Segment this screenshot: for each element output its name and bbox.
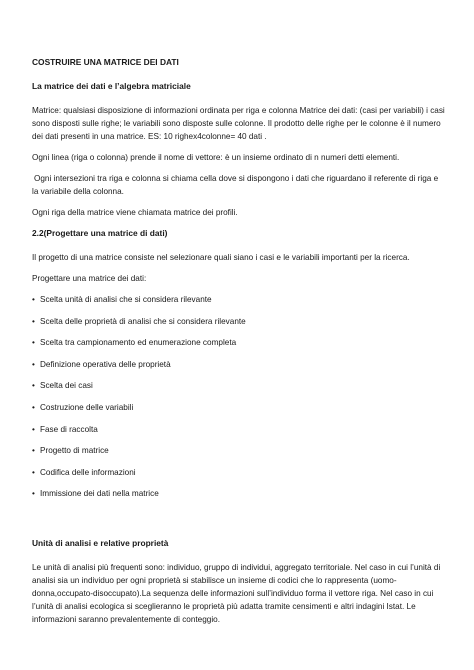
- bullet-icon: •: [32, 467, 35, 477]
- list-item-text: Scelta delle proprietà di analisi che si considera rilevante: [40, 316, 246, 326]
- list-item-text: Definizione operativa delle proprietà: [40, 359, 171, 369]
- paragraph-matrice-profili: Ogni riga della matrice viene chiamata matrice dei profili.: [32, 208, 238, 217]
- bullet-icon: •: [32, 359, 35, 369]
- list-item: [32, 336, 446, 349]
- list-item-text: Fase di raccolta: [40, 424, 98, 434]
- bullet-icon: •: [32, 316, 35, 326]
- paragraph-cella: Ogni intersezioni tra riga e colonna si chiama cella dove si dispongono i dati che riguardano il referente di riga e la variabile della colonna.: [32, 174, 439, 196]
- paragraph-progetto-intro: Il progetto di una matrice consiste nel selezionare quali siano i casi e le variabili importanti per la ricerca.: [32, 253, 410, 262]
- list-item-text: Codifica delle informazioni: [40, 467, 136, 477]
- bullet-icon: •: [32, 489, 35, 499]
- list-item-text: Scelta tra campionamento ed enumerazione completa: [40, 338, 237, 348]
- bullet-icon: •: [32, 381, 35, 391]
- paragraph-unita-analisi: Le unità di analisi più frequenti sono: individuo, gruppo di individui, aggregato territoriale. Nel caso in cui l’unità di analisi sia un individuo per ogni proprietà si stabilisce un insieme di codici che lo rappresenta (uomo-donna,occupato-disoccupato).La sequenza delle informazioni sull’individuo forma il vettore riga. Nel caso in cui l’unità di analisi ecologica si sceglieranno le proprietà più adatta tramite censimenti e altri indagini Istat. Le informazioni saranno prevalentemente di conteggio.: [32, 562, 441, 624]
- list-item: [32, 466, 446, 479]
- bullet-icon: •: [32, 338, 35, 348]
- steps-list: [32, 293, 446, 500]
- section-heading-unita-analisi: Unità di analisi e relative proprietà: [32, 537, 169, 548]
- list-item: [32, 423, 446, 436]
- section-heading-progettare: 2.2(Progettare una matrice di dati): [32, 228, 168, 238]
- section-spacer: [32, 509, 446, 521]
- list-item: [32, 401, 446, 414]
- section-heading-matrice-algebra: La matrice dei dati e l’algebra matriciale: [32, 81, 191, 91]
- list-item: [32, 315, 446, 328]
- list-item-text: Progetto di matrice: [40, 446, 109, 456]
- bullet-icon: •: [32, 402, 35, 412]
- list-item: [32, 293, 446, 306]
- list-item-text: Costruzione delle variabili: [40, 402, 134, 412]
- paragraph-matrice-definizione: Matrice: qualsiasi disposizione di informazioni ordinata per riga e colonna Matrice dei dati: (casi per variabili) i casi sono disposti sulle righe; le variabili sono disposte sulle colonne. Il prodotto delle righe per le colonne è il numero dei dati presenti in una matrice. ES: 10 righex4colonne= 40 dati .: [32, 106, 445, 141]
- list-item-text: Scelta unità di analisi che si considera rilevante: [40, 295, 212, 304]
- bullet-icon: •: [32, 295, 35, 304]
- list-item: [32, 444, 446, 457]
- bullet-icon: •: [32, 446, 35, 456]
- document-body: [32, 56, 446, 634]
- document-title: COSTRUIRE UNA MATRICE DEI DATI: [32, 57, 179, 67]
- paragraph-vettore: Ogni linea (riga o colonna) prende il nome di vettore: è un insieme ordinato di n numeri detti elementi.: [32, 153, 400, 162]
- list-item: [32, 487, 446, 500]
- list-item: [32, 379, 446, 392]
- list-item: [32, 358, 446, 371]
- list-item-text: Scelta dei casi: [40, 381, 93, 391]
- paragraph-list-intro: Progettare una matrice dei dati:: [32, 274, 147, 283]
- list-item-text: Immissione dei dati nella matrice: [40, 489, 159, 499]
- bullet-icon: •: [32, 424, 35, 434]
